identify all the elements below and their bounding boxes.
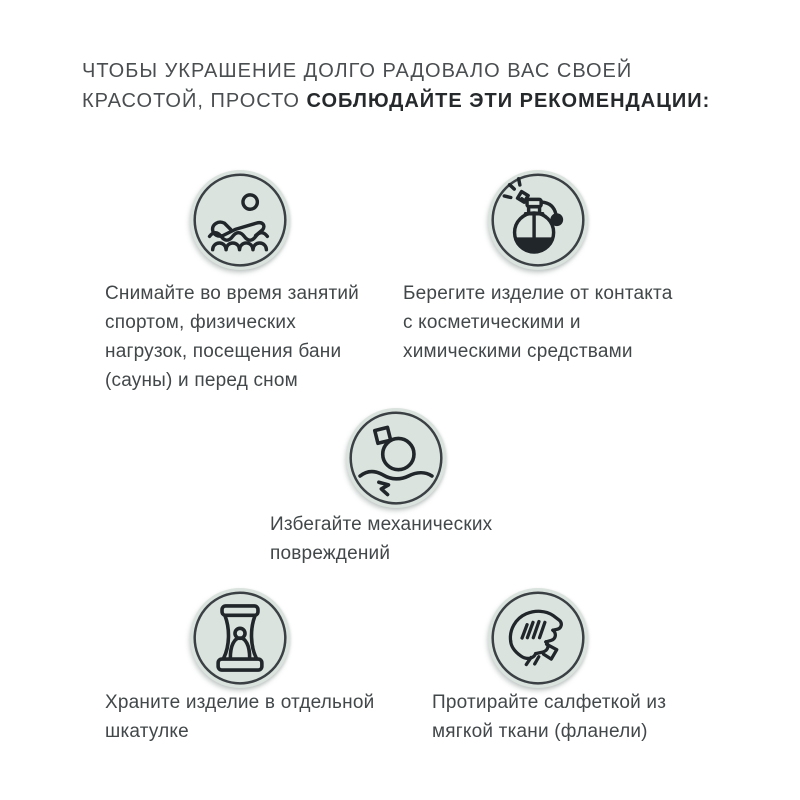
- heading-line-2-bold: СОБЛЮДАЙТЕ ЭТИ РЕКОМЕНДАЦИИ:: [306, 90, 711, 112]
- wiping-cloth-icon: [488, 588, 588, 688]
- text-line: Храните изделие в отдельной: [105, 692, 375, 713]
- text-line: повреждений: [270, 543, 391, 564]
- ring-impact-icon-svg: [346, 408, 446, 508]
- text-line: спортом, физических: [105, 312, 296, 333]
- text-line: химическими средствами: [403, 341, 633, 362]
- text-line: мягкой ткани (фланели): [432, 721, 648, 742]
- recommendation-text-sport: [105, 279, 359, 395]
- text-line: нагрузок, посещения бани: [105, 341, 342, 362]
- heading-line-2: [82, 86, 762, 116]
- wiping-cloth-icon-svg: [488, 588, 588, 688]
- text-line: (сауны) и перед сном: [105, 370, 298, 391]
- recommendation-text-cosmetics: [403, 279, 672, 366]
- recommendation-text-storage: [105, 688, 374, 746]
- recommendation-text-mechanical: [270, 510, 492, 568]
- text-line: Избегайте механических: [270, 514, 493, 535]
- page-title: [82, 56, 762, 116]
- perfume-atomizer-icon: [488, 170, 588, 270]
- text-line: шкатулке: [105, 721, 189, 742]
- recommendation-text-wiping: [432, 688, 666, 746]
- heading-line-2-regular: КРАСОТОЙ, ПРОСТО: [82, 90, 307, 112]
- heading-line-1: ЧТОБЫ УКРАШЕНИЕ ДОЛГО РАДОВАЛО ВАС СВОЕЙ: [82, 60, 633, 82]
- text-line: Снимайте во время занятий: [105, 283, 359, 304]
- text-line: Протирайте салфеткой из: [432, 692, 667, 713]
- text-line: Берегите изделие от контакта: [403, 283, 673, 304]
- text-line: с косметическими и: [403, 312, 581, 333]
- swimmer-icon: [190, 170, 290, 270]
- swimmer-icon-svg: [190, 170, 290, 270]
- perfume-atomizer-icon-svg: [488, 170, 588, 270]
- jewelry-box-icon-svg: [190, 588, 290, 688]
- ring-impact-icon: [346, 408, 446, 508]
- jewelry-box-icon: [190, 588, 290, 688]
